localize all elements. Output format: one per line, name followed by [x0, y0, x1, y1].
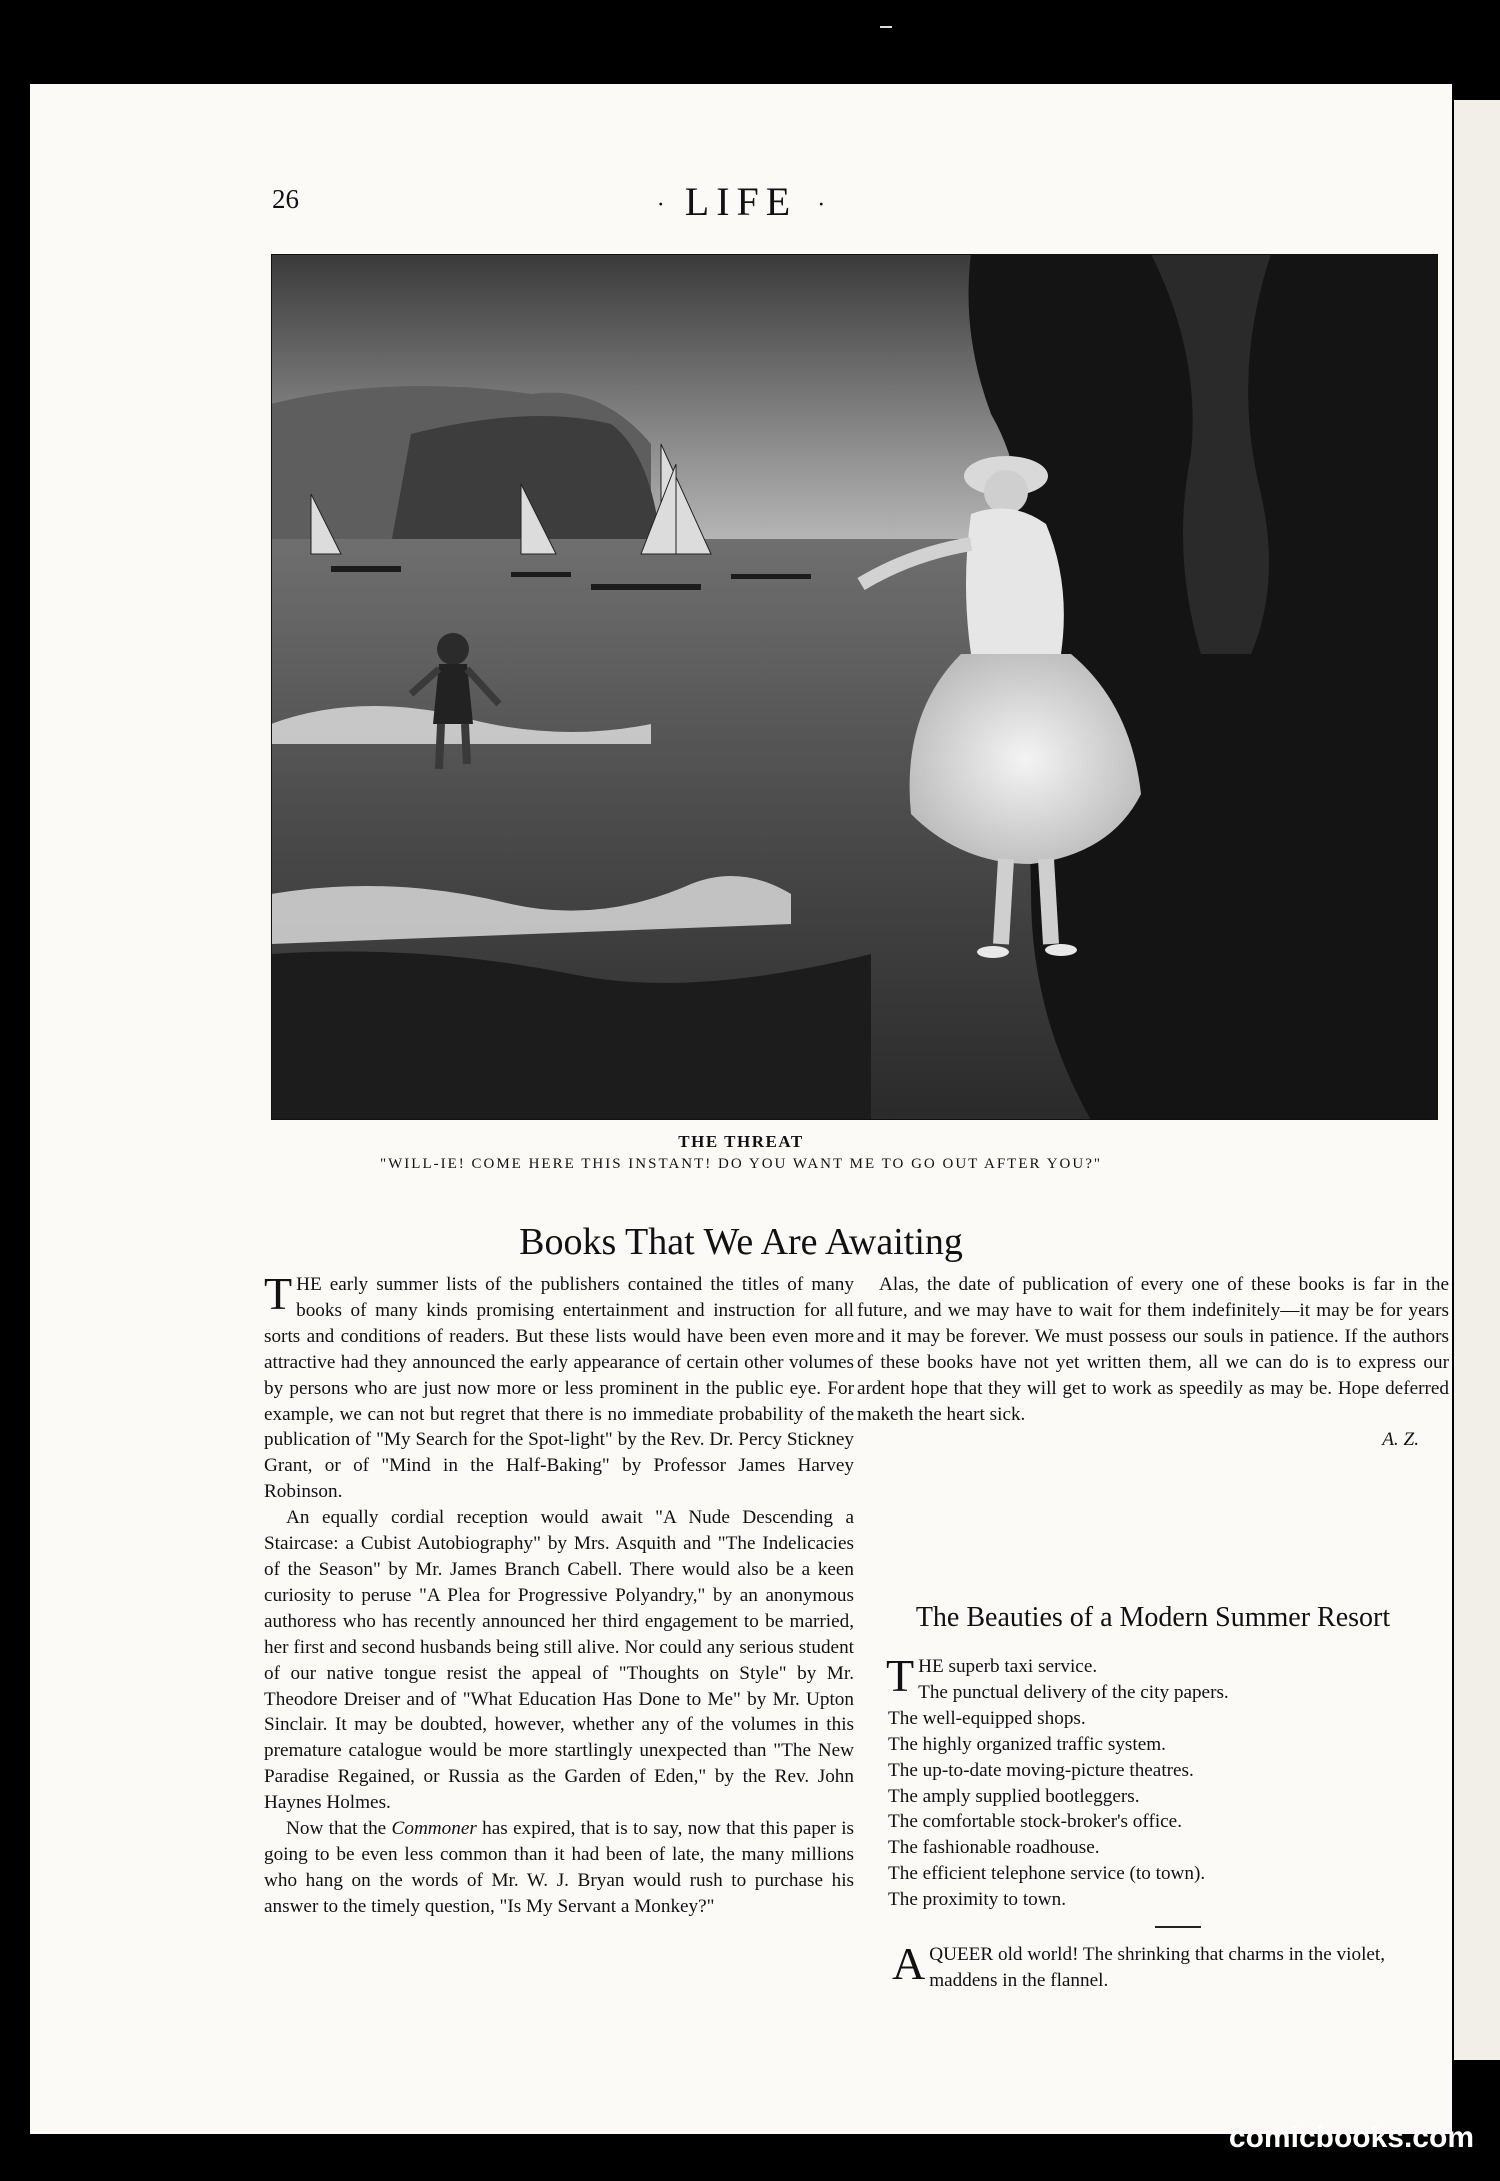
resort-title: The Beauties of a Modern Summer Resort	[915, 1602, 1391, 1633]
list-item-text: HE superb taxi service.	[918, 1656, 1098, 1677]
drop-cap: T	[264, 1268, 293, 1319]
article-title: Books That We Are Awaiting	[519, 1221, 963, 1263]
magazine-title: LIFE	[684, 179, 798, 224]
list-item: The efficient telephone service (to town).	[888, 1863, 1206, 1885]
drop-cap: A	[892, 1938, 926, 1989]
resort-list	[886, 1650, 1448, 1913]
masthead-dot-right: ·	[817, 192, 826, 219]
publication-name: Commoner	[391, 1818, 477, 1840]
section-divider	[1155, 1926, 1201, 1928]
article-paragraph-3	[264, 1816, 854, 1920]
article-paragraph-4: Alas, the date of publication of every one of these books is far in the future, and we may have to wait for them indefinitely—it may be for years and it may be forever. We must possess our souls in patience. If the authors of these books have not yet written them, all we can do is to express our ardent hope that they will get to work as speedily as may be. Hope deferred maketh the heart sick.	[857, 1274, 1449, 1425]
paragraph-text: QUEER old world! The shrinking that charms in the violet, maddens in the flannel.	[929, 1944, 1386, 1991]
facing-page-edge	[1454, 100, 1500, 2060]
drop-cap: T	[886, 1650, 915, 1701]
list-item: The punctual delivery of the city papers.	[918, 1681, 1229, 1703]
masthead-dot-left: ·	[656, 192, 665, 219]
list-item: The well-equipped shops.	[888, 1707, 1086, 1729]
author-signature: A. Z.	[1382, 1429, 1419, 1451]
illustration-caption: "WILL-IE! COME HERE THIS INSTANT! DO YOU WANT ME TO GO OUT AFTER YOU?"	[380, 1156, 1102, 1172]
list-item: The up-to-date moving-picture theatres.	[888, 1759, 1194, 1781]
paragraph-text-start: Now that the	[286, 1818, 387, 1840]
watermark: comicbooks.com	[1228, 2121, 1474, 2154]
article-column-left	[264, 1268, 855, 1920]
list-item: The fashionable roadhouse.	[888, 1837, 1100, 1859]
list-item: The proximity to town.	[888, 1889, 1066, 1911]
queer-paragraph	[892, 1938, 1450, 1994]
list-item: The highly organized traffic system.	[888, 1733, 1166, 1755]
masthead	[30, 178, 1452, 225]
magazine-page	[30, 84, 1452, 2134]
illustration-the-threat	[271, 254, 1438, 1120]
scan-mark	[880, 26, 892, 28]
article-paragraph-1	[264, 1268, 854, 1505]
paragraph-text-end: has expired, that is to say, now that this paper is going to be even less common than it had been of late, the many millions who hang on the words of Mr. W. J. Bryan would rush to purchase his answer to the timely question, "Is My Servant a Monkey?"	[264, 1818, 855, 1917]
paragraph-text: HE early summer lists of the publishers contained the titles of many books of many kinds promising entertainment and instruction for all sorts and conditions of readers. But these lists would have been even more attractive had they announced the early appearance of certain other volumes by persons who are just now more or less prominent in the public eye. For example, we can not but regret that there is no immediate probability of the publication of "My Search for the Spot-light" by the Rev. Dr. Percy Stickney Grant, or of "Mind in the Half-Baking" by Professor James Harvey Robinson.	[264, 1274, 854, 1503]
illustration-title: THE THREAT	[678, 1132, 804, 1151]
article-paragraph-2: An equally cordial reception would await "A Nude Descending a Staircase: a Cubist Autobiography" by Mrs. Asquith and "The Indelicacies of the Season" by Mr. James Branch Cabell. There would also be a keen curiosity to peruse "A Plea for Progressive Polyandry," by an anonymous authoress who has recently announced her third engagement to be married, her first and second husbands being still alive. Nor could any serious student of our native tongue resist the appeal of "Thoughts on Style" by Mr. Theodore Dreiser and of "What Education Has Done to Me" by Mr. Upton Sinclair. It may be doubted, however, whether any of the volumes in this premature catalogue would be more startlingly unexpected than "The New Paradise Regained, or Russia as the Garden of Eden," by the Rev. John Haynes Holmes.	[264, 1507, 854, 1814]
list-item: The comfortable stock-broker's office.	[888, 1811, 1182, 1833]
article-column-right	[857, 1272, 1449, 1453]
page-number: 26	[272, 184, 299, 214]
list-item: The amply supplied bootleggers.	[888, 1785, 1140, 1807]
